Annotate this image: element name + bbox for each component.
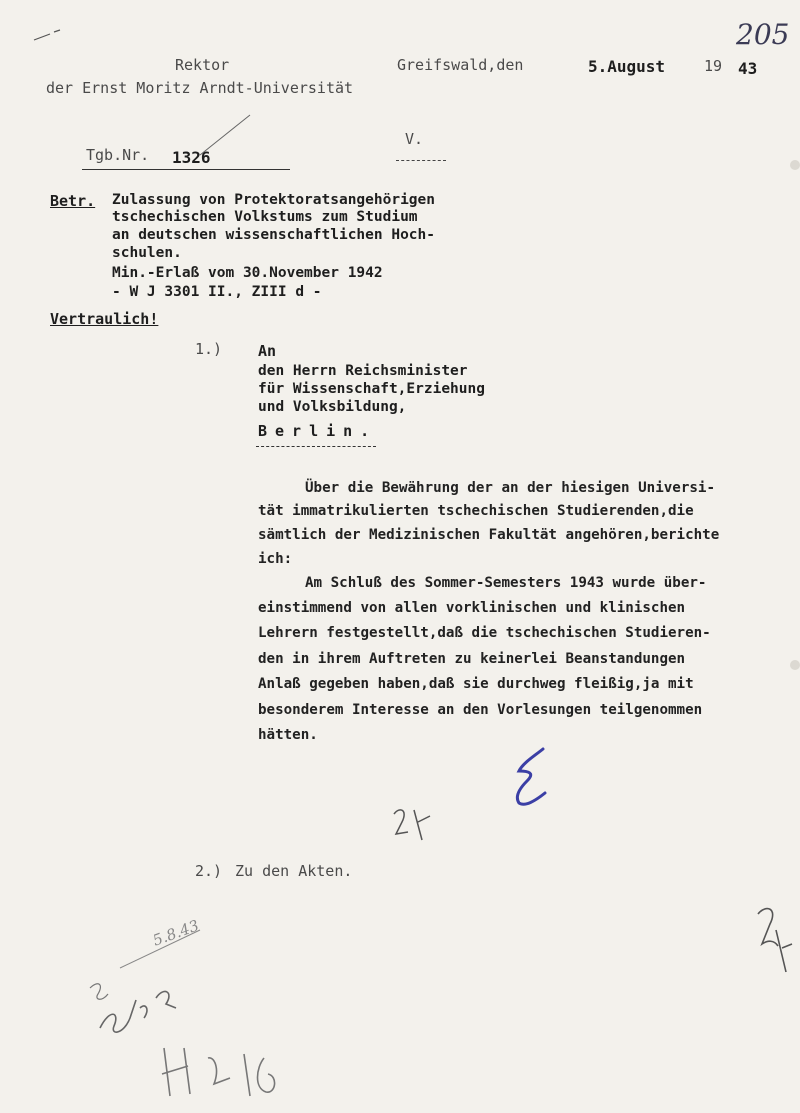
body-line-5: Am Schluß des Sommer-Semesters 1943 wurde über- [305, 575, 707, 591]
sender-university: der Ernst Moritz Arndt-Universität [46, 79, 354, 97]
reference-label: Tgb.Nr. [86, 146, 150, 164]
item-1-to: An [258, 342, 277, 360]
subject-line-1: Zulassung von Protektoratsangehörigen [112, 192, 436, 208]
punch-hole-bottom [790, 660, 800, 670]
version-underline [396, 160, 446, 161]
classification-mark: Vertraulich! [50, 310, 159, 328]
version-mark: V. [405, 130, 424, 148]
body-line-4: ich: [258, 551, 293, 567]
body-line-2: tät immatrikulierten tschechischen Studierenden,die [258, 503, 694, 519]
city-underline [256, 446, 376, 447]
body-line-7: Lehrern festgestellt,daß die tschechischen Studieren- [258, 625, 711, 641]
pencil-tick-icon [30, 26, 70, 46]
item-1-number: 1.) [195, 340, 223, 358]
item-2-number: 2.) [195, 862, 223, 880]
sender-title: Rektor [175, 56, 230, 74]
year-suffix: 43 [738, 59, 758, 78]
subject-line-3: an deutschen wissenschaftlichen Hoch- [112, 227, 436, 243]
margin-pencil-mark [748, 900, 798, 980]
punch-hole-top [790, 160, 800, 170]
subject-line-2: tschechischen Volkstums zum Studium [112, 209, 418, 225]
year-prefix: 19 [704, 57, 723, 75]
body-line-6: einstimmend von allen vorklinischen und klinischen [258, 600, 686, 616]
body-line-3: sämtlich der Medizinischen Fakultät angehören,berichte [258, 527, 720, 543]
decree-line-2: - W J 3301 II., ZIII d - [112, 284, 322, 300]
addressee-line-2: für Wissenschaft,Erziehung [258, 381, 485, 397]
body-line-8: den in ihrem Auftreten zu keinerlei Beanstandungen [258, 651, 686, 667]
subject-line-4: schulen. [112, 245, 182, 261]
folio-number: 205 [736, 18, 790, 51]
handwritten-mark-27 [388, 800, 438, 850]
item-2-text: Zu den Akten. [235, 862, 353, 880]
pencil-date-note: 5.8.43 [150, 916, 202, 950]
body-line-9: Anlaß gegeben haben,daß sie durchweg fleißig,ja mit [258, 676, 694, 692]
body-line-11: hätten. [258, 727, 318, 743]
reference-number: 1326 [172, 148, 211, 167]
addressee-line-3: und Volksbildung, [258, 399, 407, 415]
place-date-label: Greifswald,den [397, 56, 524, 74]
decree-line-1: Min.-Erlaß vom 30.November 1942 [112, 265, 383, 281]
body-line-10: besonderem Interesse an den Vorlesungen teilgenommen [258, 702, 703, 718]
subject-label: Betr. [50, 192, 96, 210]
handwritten-initial-e [505, 745, 555, 815]
date-day-month: 5.August [588, 57, 666, 76]
body-line-1: Über die Bewährung der an der hiesigen Universi- [305, 480, 715, 496]
addressee-city: Berlin. [258, 422, 378, 440]
reference-underline [82, 169, 290, 170]
addressee-line-1: den Herrn Reichsminister [258, 363, 468, 379]
